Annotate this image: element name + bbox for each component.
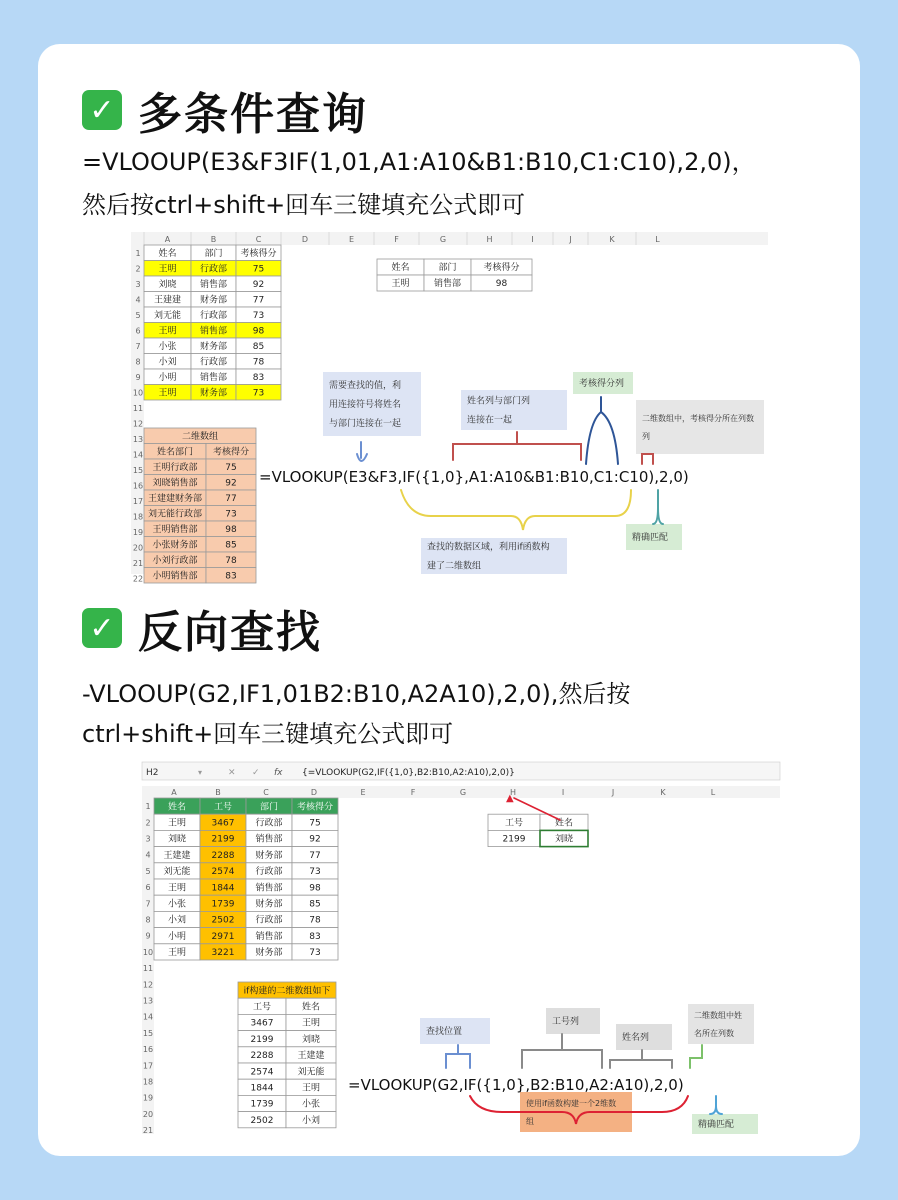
col-letter-F: F xyxy=(410,788,416,797)
sheet1-array-data-text: 83 xyxy=(225,571,237,582)
sheet2-array-data-text: 1739 xyxy=(250,1099,274,1110)
sheet2-data-text: 王明 xyxy=(167,948,187,959)
sheet2-data-text: 2199 xyxy=(211,834,235,845)
sheet1-array-data-text: 王明行政部 xyxy=(152,462,198,473)
sheet1-array-data-text: 王明销售部 xyxy=(152,524,198,535)
sheet2-data-text: 2574 xyxy=(211,867,235,878)
col-letter-K: K xyxy=(609,235,615,244)
sheet2-lookup-value-text: 2199 xyxy=(502,834,526,845)
sheet2-data-text: 销售部 xyxy=(255,931,283,942)
check-mark-icon: ✓ xyxy=(82,90,122,130)
sheet2-data-text: 王建建 xyxy=(163,850,191,861)
sheet2-array-data-text: 小刘 xyxy=(301,1115,321,1126)
col-letter-E: E xyxy=(360,788,366,797)
sheet1-data-text: 小刘 xyxy=(158,357,177,368)
sheet2-arrow-head-icon: ▲ xyxy=(506,793,514,804)
col-letter-D: D xyxy=(301,235,309,244)
sheet1-note1-text: 用连接符号将姓名 xyxy=(329,400,402,411)
sheet2-data-text: 小明 xyxy=(167,931,187,942)
check-mark-icon: ✓ xyxy=(82,608,122,648)
sheet2-data-text: 75 xyxy=(309,818,321,829)
sheet1-data-text: 行政部 xyxy=(199,264,228,275)
sheet2-data-text: 77 xyxy=(309,850,321,861)
row-number: 21 xyxy=(142,1126,154,1136)
row-number: 5 xyxy=(145,866,151,876)
row-number: 4 xyxy=(135,295,141,305)
sheet2-data-text: 行政部 xyxy=(255,867,283,878)
sheet2-data-text: 王明 xyxy=(167,883,187,894)
section1-line2: 然后按ctrl+shift+回车三键填充公式即可 xyxy=(82,191,526,219)
row-number: 20 xyxy=(132,543,144,553)
col-letter-L: L xyxy=(710,788,716,797)
col-letter-I: I xyxy=(561,788,565,797)
row-number: 10 xyxy=(142,947,154,957)
spreadsheet-1-canvas xyxy=(131,232,768,584)
sheet2-data-text: 销售部 xyxy=(255,883,283,894)
sheet1-colheader-bg xyxy=(131,232,768,245)
sheet2-cell-ref: H2 xyxy=(146,768,159,778)
sheet2-data-text: 78 xyxy=(309,915,321,926)
sheet2-data-text: 行政部 xyxy=(255,818,283,829)
row-number: 6 xyxy=(135,326,141,336)
sheet1-lookup-value-text: 98 xyxy=(495,279,508,290)
row-number: 18 xyxy=(132,512,144,522)
section2-heading xyxy=(82,596,322,660)
row-number: 19 xyxy=(132,527,144,537)
row-number: 7 xyxy=(145,899,151,909)
sheet1-data-text: 刘晓 xyxy=(158,279,177,290)
row-number: 15 xyxy=(142,1028,154,1038)
row-number: 22 xyxy=(132,574,144,584)
row-number: 11 xyxy=(142,964,154,974)
sheet2-data-text: 2971 xyxy=(211,931,235,942)
sheet2-lookup-header-text: 工号 xyxy=(504,818,524,829)
row-number: 17 xyxy=(142,1061,154,1071)
row-number: 21 xyxy=(132,558,144,568)
content-card xyxy=(38,44,860,1156)
col-letter-K: K xyxy=(660,788,666,797)
sheet1-array-data-text: 刘晓销售部 xyxy=(152,478,198,489)
sheet1-data-text: 98 xyxy=(252,326,265,337)
sheet1-data-text: 王明 xyxy=(158,264,177,275)
row-number: 1 xyxy=(145,802,151,812)
sheet1-data-text: 销售部 xyxy=(199,326,228,337)
sheet1-lookup-header-text: 考核得分 xyxy=(483,263,520,274)
col-letter-D: D xyxy=(310,788,318,797)
sheet1-data-text: 王明 xyxy=(158,388,177,399)
sheet2-data-text: 92 xyxy=(309,834,321,845)
row-number: 5 xyxy=(135,310,141,320)
col-letter-E: E xyxy=(348,235,355,244)
sheet2-data-text: 1739 xyxy=(211,899,235,910)
sheet2-note3-text: 姓名列 xyxy=(622,1033,650,1044)
sheet1-note4-box xyxy=(636,400,764,454)
sheet2-array-data-text: 刘晓 xyxy=(301,1034,321,1045)
sheet2-formula: =VLOOKUP(G2,IF({1,0},B2:B10,A2:A10),2,0) xyxy=(348,1076,684,1094)
row-number: 7 xyxy=(135,341,141,351)
sheet1-array-data-text: 小张财务部 xyxy=(152,540,198,551)
row-number: 8 xyxy=(135,357,141,367)
sheet2-data-text: 小张 xyxy=(167,899,187,910)
sheet2-array-data-text: 2574 xyxy=(250,1067,274,1078)
section2-line2: ctrl+shift+回车三键填充公式即可 xyxy=(82,720,454,748)
sheet2-note5-text: 使用if函数构建一个2维数 xyxy=(526,1098,617,1108)
col-letter-L: L xyxy=(655,235,660,244)
row-number: 4 xyxy=(145,850,151,860)
sheet1-note1-text: 与部门连接在一起 xyxy=(329,419,402,430)
sheet2-array-data-text: 王建建 xyxy=(297,1051,325,1062)
sheet2-array-data-text: 小张 xyxy=(301,1099,321,1110)
sheet1-array-data-text: 小刘行政部 xyxy=(152,555,198,566)
row-number: 11 xyxy=(132,403,144,413)
section1-title: 多条件查询 xyxy=(138,89,368,140)
sheet1-data-text: 73 xyxy=(252,310,265,321)
row-number: 8 xyxy=(145,915,151,925)
row-number: 14 xyxy=(142,1012,154,1022)
spreadsheet-screenshot-2 xyxy=(142,762,780,1134)
row-number: 12 xyxy=(132,419,144,429)
sheet1-array-title-text: 二维数组 xyxy=(181,431,219,442)
row-number: 14 xyxy=(132,450,144,460)
row-number: 9 xyxy=(145,931,151,941)
section1-line1: =VLOOUP(E3&F3IF(1,01,A1:A10&B1:B10,C1:C10),2,0)， xyxy=(82,148,756,176)
sheet1-array-data-text: 77 xyxy=(225,493,237,504)
sheet2-array-header-text: 工号 xyxy=(252,1002,272,1013)
col-letter-I: I xyxy=(531,235,534,244)
sheet1-data-text: 财务部 xyxy=(199,341,228,352)
sheet2-array-header-text: 姓名 xyxy=(301,1002,321,1013)
sheet2-note1-text: 查找位置 xyxy=(426,1027,463,1038)
row-number: 19 xyxy=(142,1093,154,1103)
sheet2-header-text: 部门 xyxy=(259,802,279,813)
sheet2-data-text: 2288 xyxy=(211,850,235,861)
sheet2-cancel-icon: ✕ xyxy=(228,768,236,778)
section2-title: 反向查找 xyxy=(138,607,322,658)
row-number: 6 xyxy=(145,883,151,893)
row-number: 18 xyxy=(142,1077,154,1087)
row-number: 10 xyxy=(132,388,144,398)
row-number: 16 xyxy=(142,1045,154,1055)
col-letter-J: J xyxy=(611,788,615,797)
sheet2-note2-text: 工号列 xyxy=(552,1017,580,1028)
sheet1-header-text: 部门 xyxy=(204,248,223,259)
col-letter-A: A xyxy=(171,788,177,797)
sheet2-array-title-text: if构建的二维数组如下 xyxy=(243,986,331,997)
sheet1-note5-text: 查找的数据区域，利用if函数构 xyxy=(427,542,550,553)
sheet2-fx-icon: fx xyxy=(274,768,283,778)
col-letter-C: C xyxy=(263,788,269,797)
sheet1-header-text: 考核得分 xyxy=(240,248,277,259)
col-letter-A: A xyxy=(164,235,171,244)
sheet2-data-text: 销售部 xyxy=(255,834,283,845)
sheet1-data-text: 行政部 xyxy=(199,310,228,321)
sheet2-note6-text: 精确匹配 xyxy=(698,1120,735,1131)
sheet2-data-text: 王明 xyxy=(167,818,187,829)
sheet1-data-text: 财务部 xyxy=(199,388,228,399)
sheet2-header-text: 考核得分 xyxy=(296,802,334,813)
sheet1-array-data-text: 92 xyxy=(225,478,237,489)
sheet2-data-text: 3221 xyxy=(211,948,235,959)
sheet2-note5-text: 组 xyxy=(526,1116,534,1126)
col-letter-H: H xyxy=(486,235,493,244)
sheet2-data-text: 83 xyxy=(309,931,321,942)
sheet2-array-data-text: 2502 xyxy=(250,1115,274,1126)
sheet2-data-text: 财务部 xyxy=(255,850,283,861)
sheet2-data-text: 85 xyxy=(309,899,321,910)
sheet2-data-text: 73 xyxy=(309,948,321,959)
row-number: 12 xyxy=(142,980,154,990)
sheet1-data-text: 92 xyxy=(252,279,265,290)
sheet1-array-data-text: 85 xyxy=(225,540,237,551)
sheet1-lookup-header-text: 姓名 xyxy=(391,263,410,274)
col-letter-G: G xyxy=(439,235,447,244)
col-letter-C: C xyxy=(255,235,262,244)
col-letter-H: H xyxy=(509,788,517,797)
sheet1-array-data-text: 98 xyxy=(225,524,237,535)
sheet2-dropdown-icon: ▾ xyxy=(198,768,203,777)
section2-line1: -VLOOUP(G2,IF1,01B2:B10,A2A10),2,0),然后按 xyxy=(82,680,631,708)
sheet1-data-text: 王建建 xyxy=(153,295,182,306)
row-number: 3 xyxy=(135,279,141,289)
row-number: 16 xyxy=(132,481,144,491)
sheet1-array-header-text: 考核得分 xyxy=(212,447,250,458)
sheet2-data-text: 行政部 xyxy=(255,915,283,926)
sheet1-lookup-value-text: 销售部 xyxy=(433,279,462,290)
sheet2-data-text: 刘晓 xyxy=(167,834,187,845)
sheet2-data-text: 2502 xyxy=(211,915,235,926)
col-letter-G: G xyxy=(459,788,467,797)
section1-heading xyxy=(82,78,368,142)
sheet1-data-text: 73 xyxy=(252,388,265,399)
sheet2-header-text: 姓名 xyxy=(167,802,187,813)
sheet1-note5-text: 建了二维数组 xyxy=(427,561,482,572)
sheet2-header-text: 工号 xyxy=(213,802,233,813)
sheet1-array-data-text: 75 xyxy=(225,462,237,473)
sheet2-note4-text: 名所在列数 xyxy=(694,1028,734,1038)
spreadsheet-screenshot-1 xyxy=(131,232,768,584)
sheet2-data-text: 财务部 xyxy=(255,899,283,910)
row-number: 1 xyxy=(135,248,141,258)
sheet1-note2-text: 连接在一起 xyxy=(467,415,513,426)
row-number: 17 xyxy=(132,496,144,506)
sheet1-lookup-value-text: 王明 xyxy=(391,279,410,290)
sheet1-data-text: 小明 xyxy=(158,372,177,383)
sheet1-array-header-text: 姓名部门 xyxy=(156,447,194,458)
sheet1-data-text: 行政部 xyxy=(199,357,228,368)
col-letter-F: F xyxy=(394,235,399,244)
col-letter-J: J xyxy=(569,235,572,244)
sheet1-array-data-text: 刘无能行政部 xyxy=(147,509,203,520)
sheet1-data-text: 77 xyxy=(252,295,265,306)
sheet1-note4-text: 二维数组中，考核得分所在列数 xyxy=(642,413,754,423)
row-number: 3 xyxy=(145,834,151,844)
sheet1-note4-text: 列 xyxy=(642,431,650,441)
sheet2-array-data-text: 2199 xyxy=(250,1034,274,1045)
sheet2-enter-icon: ✓ xyxy=(252,768,260,778)
sheet2-data-text: 小刘 xyxy=(167,915,187,926)
sheet2-lookup-value-text: 刘晓 xyxy=(554,834,574,845)
row-number: 13 xyxy=(132,434,144,444)
row-number: 9 xyxy=(135,372,141,382)
sheet1-data-text: 王明 xyxy=(158,326,177,337)
sheet2-array-data-text: 2288 xyxy=(250,1051,274,1062)
sheet2-array-data-text: 刘无能 xyxy=(297,1067,325,1078)
sheet2-data-text: 1844 xyxy=(211,883,235,894)
sheet1-note1-text: 需要查找的值，利 xyxy=(329,381,402,392)
sheet1-data-text: 销售部 xyxy=(199,372,228,383)
col-letter-B: B xyxy=(210,235,217,244)
sheet2-array-data-text: 3467 xyxy=(250,1018,274,1029)
sheet2-data-text: 财务部 xyxy=(255,948,283,959)
sheet2-array-data-text: 1844 xyxy=(250,1083,274,1094)
sheet2-data-text: 98 xyxy=(309,883,321,894)
row-number: 13 xyxy=(142,996,154,1006)
sheet1-note6-text: 精确匹配 xyxy=(632,533,669,544)
sheet2-data-text: 刘无能 xyxy=(163,867,191,878)
sheet1-header-text: 姓名 xyxy=(158,248,177,259)
row-number: 2 xyxy=(145,818,151,828)
sheet2-data-text: 73 xyxy=(309,867,321,878)
sheet2-array-data-text: 王明 xyxy=(301,1083,321,1094)
sheet1-data-text: 75 xyxy=(252,264,265,275)
sheet2-lookup-header-text: 姓名 xyxy=(554,818,574,829)
sheet1-formula: =VLOOKUP(E3&F3,IF({1,0},A1:A10&B1:B10,C1:C10),2,0) xyxy=(259,468,689,486)
sheet2-array-data-text: 王明 xyxy=(301,1018,321,1029)
sheet1-lookup-header-text: 部门 xyxy=(438,263,457,274)
sheet1-array-data-text: 王建建财务部 xyxy=(147,493,203,504)
sheet1-note3-text: 考核得分列 xyxy=(579,379,625,390)
spreadsheet-2-canvas xyxy=(142,762,780,1134)
row-number: 2 xyxy=(135,264,141,274)
sheet2-formula-bar-text: {=VLOOKUP(G2,IF({1,0},B2:B10,A2:A10),2,0)} xyxy=(302,768,515,778)
sheet1-note2-text: 姓名列与部门列 xyxy=(467,396,531,407)
sheet2-note4-text: 二维数组中姓 xyxy=(694,1010,742,1020)
sheet1-array-data-text: 73 xyxy=(225,509,237,520)
sheet1-data-text: 83 xyxy=(252,372,265,383)
col-letter-B: B xyxy=(215,788,221,797)
sheet1-array-data-text: 小明销售部 xyxy=(152,571,198,582)
sheet1-data-text: 财务部 xyxy=(199,295,228,306)
sheet1-data-text: 78 xyxy=(252,357,265,368)
sheet1-data-text: 小张 xyxy=(158,341,177,352)
sheet1-data-text: 刘无能 xyxy=(153,310,182,321)
row-number: 15 xyxy=(132,465,144,475)
row-number: 20 xyxy=(142,1109,154,1119)
sheet1-array-data-text: 78 xyxy=(225,555,237,566)
sheet2-data-text: 3467 xyxy=(211,818,235,829)
sheet1-data-text: 销售部 xyxy=(199,279,228,290)
sheet1-data-text: 85 xyxy=(252,341,265,352)
